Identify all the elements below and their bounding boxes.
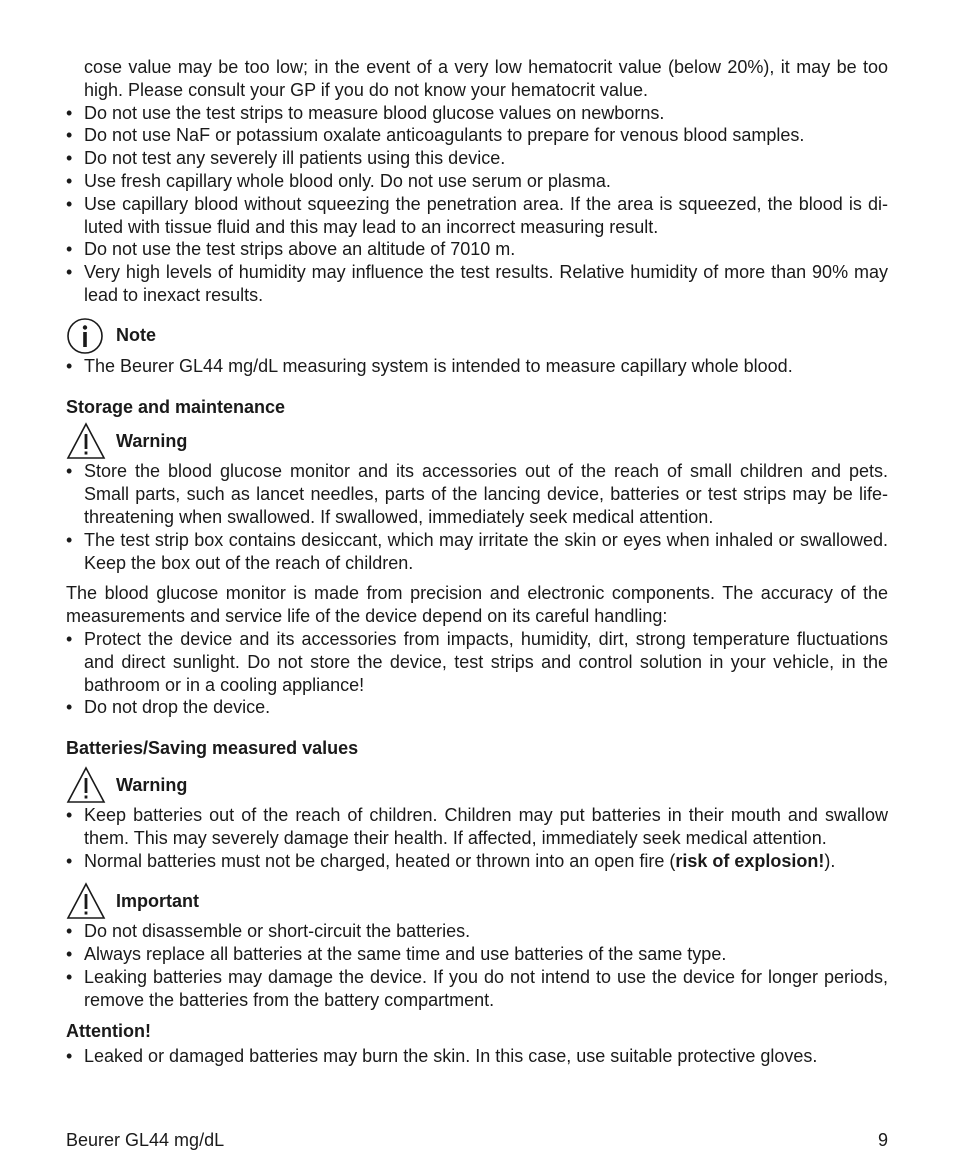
storage-paragraph: The blood glucose monitor is made from precision and electronic components. The accuracy of the measurements and service life of the device depend on its careful handling: <box>66 583 888 627</box>
batteries-warning-list <box>66 804 888 872</box>
batteries-warning-title: Warning <box>116 774 188 795</box>
list-item: • Do not use NaF or potassium oxalate anticoagulants to prepare for venous blood samples. <box>66 124 888 147</box>
list-item: • Very high levels of humidity may influence the test results. Relative humidity of more than 90% may lead to inexact results. <box>66 261 888 307</box>
note-title: Note <box>116 325 156 346</box>
attention-bullet-list <box>66 1045 888 1068</box>
list-item: • Store the blood glucose monitor and its accessories out of the reach of small children and pets. Small parts, such as lancet needles, parts of the lancing device, batteries or test strips may be life-threatening when swallowed. If swallowed, immediately seek medical attention. <box>66 460 888 528</box>
page-footer <box>66 1129 888 1152</box>
list-item: • Protect the device and its accessories from impacts, humidity, dirt, strong temperature fluctuations and direct sunlight. Do not store the device, test strips and control solution in your vehicle, in the bathroom or in a cooling appliance! <box>66 628 888 696</box>
list-item: • Always replace all batteries at the same time and use batteries of the same type. <box>66 943 888 966</box>
explosion-risk-emphasis: risk of explosion! <box>675 850 825 871</box>
list-item: • Do not use the test strips to measure blood glucose values on newborns. <box>66 102 888 125</box>
explosion-text-after: ). <box>824 850 836 871</box>
list-item: • The test strip box contains desiccant, which may irritate the skin or eyes when inhaled or swallowed. Keep the box out of the reach of children. <box>66 529 888 575</box>
section-heading-storage: Storage and maintenance <box>66 396 286 417</box>
list-item: • Do not disassemble or short-circuit the batteries. <box>66 920 888 943</box>
document-page <box>66 56 888 1068</box>
page-number: 9 <box>877 1130 888 1150</box>
list-item <box>66 850 888 873</box>
list-item: • Do not test any severely ill patients using this device. <box>66 147 888 170</box>
note-bullet-list <box>66 355 888 378</box>
important-bullet-list <box>66 920 888 1011</box>
list-item: • Do not use the test strips above an altitude of 7010 m. <box>66 238 888 261</box>
footer-product-name: Beurer GL44 mg/dL <box>66 1130 225 1150</box>
list-item: • Keep batteries out of the reach of children. Children may put batteries in their mouth and swallow them. This may severely damage their health. If affected, immediately seek medical attention. <box>66 804 888 850</box>
storage-warning-title: Warning <box>116 430 188 451</box>
top-bullet-list <box>66 102 888 307</box>
batteries-warning-header <box>66 766 888 804</box>
list-item: • Leaking batteries may damage the device. If you do not intend to use the device for longer periods, remove the batteries from the battery compartment. <box>66 966 888 1012</box>
storage-warning-header <box>66 422 888 460</box>
list-item: • Leaked or damaged batteries may burn the skin. In this case, use suitable protective gloves. <box>66 1045 888 1068</box>
section-heading-batteries: Batteries/Saving measured values <box>66 738 359 759</box>
list-item: • Do not drop the device. <box>66 696 888 719</box>
list-item: • Use capillary blood without squeezing the penetration area. If the area is squeezed, the blood is di-luted with tissue fluid and this may lead to an incorrect measuring result. <box>66 193 888 239</box>
warning-triangle-icon <box>66 422 106 460</box>
list-item: • The Beurer GL44 mg/dL measuring system is intended to measure capillary whole blood. <box>66 355 888 378</box>
important-title: Important <box>116 890 199 911</box>
note-header <box>66 317 888 355</box>
info-icon <box>66 317 106 355</box>
explosion-text-before: Normal batteries must not be charged, heated or thrown into an open fire ( <box>84 850 676 871</box>
storage-warning-list <box>66 460 888 574</box>
continuation-text: cose value may be too low; in the event of a very low hematocrit value (below 20%), it may be too high. Please consult your GP if you do not know your hematocrit value. <box>84 57 888 100</box>
warning-triangle-icon <box>66 882 106 920</box>
attention-title: Attention! <box>66 1020 151 1041</box>
storage-bullet-list <box>66 628 888 719</box>
list-item: • Use fresh capillary whole blood only. Do not use serum or plasma. <box>66 170 888 193</box>
warning-triangle-icon <box>66 766 106 804</box>
important-header <box>66 882 888 920</box>
